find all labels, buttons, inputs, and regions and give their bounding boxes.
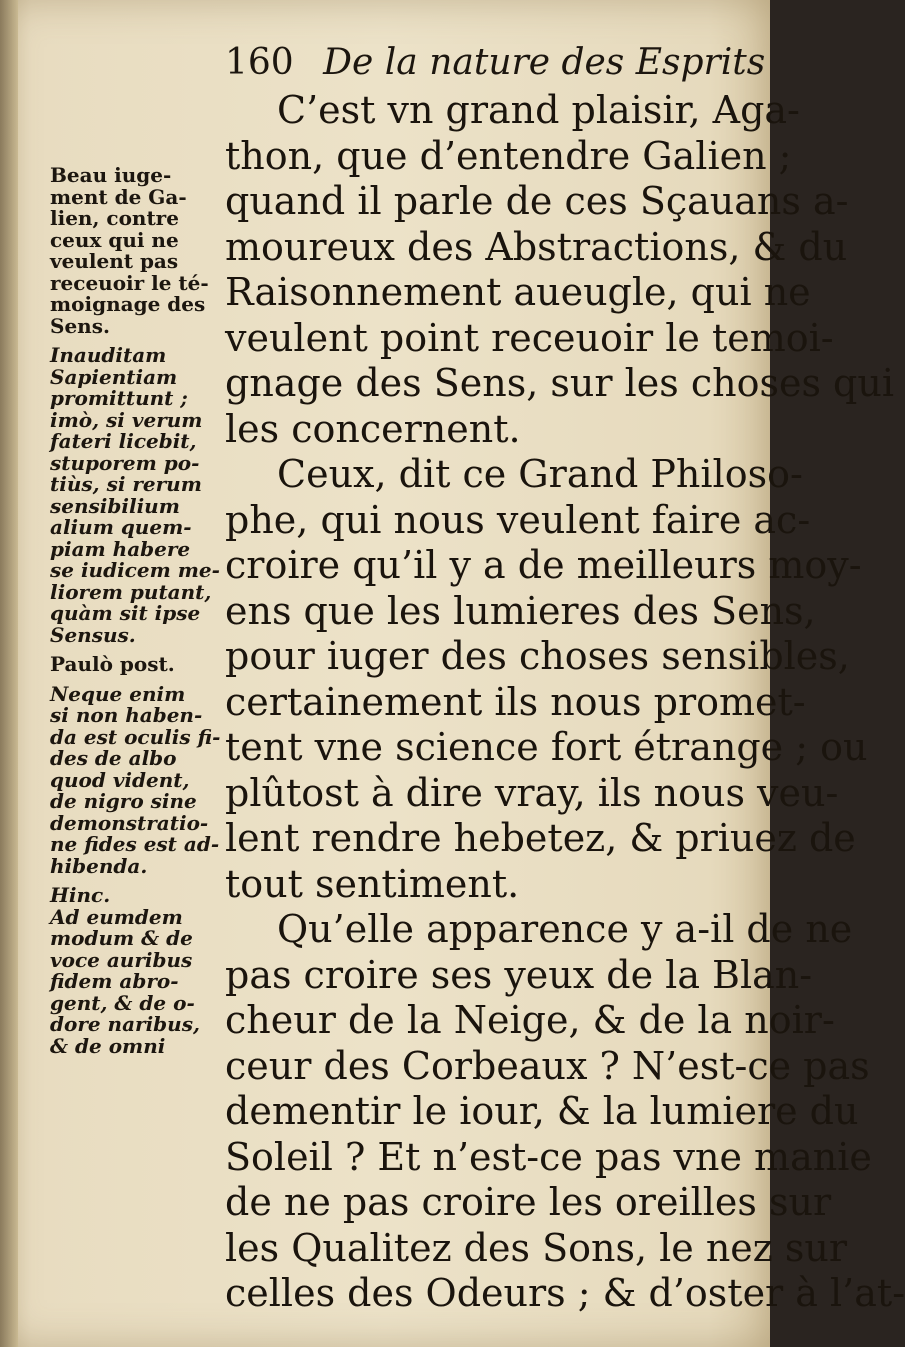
page-number: 160 [225, 42, 294, 83]
margin-note-line: ceux qui ne [50, 227, 179, 252]
margin-note-line: Sensus. [50, 622, 136, 647]
margin-note-line: se iudicem me- [50, 558, 220, 582]
margin-note-line: fidem abro- [50, 969, 179, 993]
page-header [225, 42, 765, 83]
margin-note-line: quod vident, [50, 767, 190, 792]
text-line: dementir le iour, & la lumiere du [225, 1089, 859, 1133]
margin-note-line: promittunt ; [50, 386, 188, 410]
margin-note-line: Beau iuge- [50, 163, 172, 187]
text-line: veulent point receuoir le temoi- [225, 315, 834, 360]
margin-note-line: & de omni [50, 1033, 166, 1058]
margin-note-line: Sapientiam [50, 364, 178, 389]
margin-note-line: moignage des [50, 292, 206, 316]
margin-note-line: ne fides est ad- [50, 832, 220, 856]
text-line: certainement ils nous promet- [225, 679, 806, 724]
margin-note-line: Inauditam [50, 343, 167, 367]
margin-note-line: de nigro sine [50, 789, 197, 813]
margin-note-line: dore naribus, [50, 1012, 200, 1036]
margin-note-line: da est oculis fi- [50, 724, 221, 749]
text-line: tent vne science fort étrange ; ou [225, 725, 868, 769]
margin-note-line: liorem putant, [50, 579, 212, 604]
running-title: De la nature des Esprits [323, 42, 766, 83]
text-line: moureux des Abstractions, & du [225, 224, 848, 269]
margin-note-line: ment de Ga- [50, 184, 187, 209]
margin-note [50, 343, 220, 647]
text-line: Raisonnement aueugle, qui ne [225, 270, 811, 314]
margin-note [50, 165, 210, 337]
text-line: croire qu’il y a de meilleurs moy- [225, 543, 862, 587]
margin-note-line: demonstratio- [50, 810, 209, 835]
margin-note-line: Hinc. [50, 883, 111, 907]
margin-note [50, 681, 221, 878]
marginal-notes [50, 163, 221, 1065]
main-text [225, 88, 905, 1317]
text-line: les concernent. [225, 406, 521, 451]
text-line: gnage des Sens, sur les choses qui [225, 361, 894, 405]
margin-note-line: piam habere [50, 536, 191, 561]
margin-note-line: sensibilium [50, 493, 180, 518]
margin-note-line: Paulò post. [50, 652, 175, 676]
margin-note-line: receuoir le té- [50, 270, 209, 295]
text-line: ens que les lumieres des Sens, [225, 588, 816, 633]
margin-note-line: gent, & de o- [50, 990, 195, 1015]
text-line: lent rendre hebetez, & priuez de [225, 816, 856, 860]
margin-note-line: hibenda. [50, 853, 148, 878]
text-line: plûtost à dire vray, ils nous veu- [225, 770, 839, 815]
text-line: C’est vn grand plaisir, Aga- [277, 88, 800, 132]
margin-note [50, 654, 210, 676]
margin-note-line: des de albo [50, 746, 177, 770]
margin-note-line: Sens. [50, 313, 110, 338]
margin-note-line: si non haben- [50, 703, 203, 727]
text-line: Qu’elle apparence y a-il de ne [277, 907, 853, 951]
text-line: Soleil ? Et n’est-ce pas vne manie [225, 1134, 872, 1179]
text-line: les Qualitez des Sons, le nez sur [225, 1225, 848, 1270]
margin-note-line: stuporem po- [50, 450, 200, 475]
text-line: cheur de la Neige, & de la noir- [225, 998, 835, 1042]
margin-note-line: Ad eumdem [50, 904, 183, 929]
text-line: Ceux, dit ce Grand Philoso- [277, 452, 803, 496]
margin-note-line: lien, contre [50, 206, 179, 230]
text-line: phe, qui nous veulent faire ac- [225, 497, 811, 542]
margin-note-line: Neque enim [50, 681, 186, 706]
margin-note-line: quàm sit ipse [50, 601, 201, 625]
text-line: tout sentiment. [225, 861, 520, 906]
text-line: de ne pas croire les oreilles sur [225, 1180, 832, 1224]
margin-note-line: fateri licebit, [50, 429, 197, 453]
margin-note-line: imò, si verum [50, 407, 203, 432]
text-line: celles des Odeurs ; & d’oster à l’at- [225, 1271, 905, 1315]
text-line: pour iuger des choses sensibles, [225, 634, 850, 678]
page-gutter [0, 0, 18, 1347]
margin-note-line: veulent pas [50, 249, 179, 273]
margin-note-line: tiùs, si rerum [50, 472, 202, 496]
text-line: thon, que d’entendre Galien ; [225, 133, 792, 178]
text-line: quand il parle de ces Sçauans a- [225, 179, 849, 223]
margin-note-line: alium quem- [50, 515, 192, 539]
text-line: ceur des Corbeaux ? N’est-ce pas [225, 1043, 870, 1088]
text-line: pas croire ses yeux de la Blan- [225, 952, 813, 997]
margin-note-line: voce auribus [50, 947, 193, 972]
margin-note-line: modum & de [50, 926, 193, 950]
margin-note [50, 885, 210, 1057]
